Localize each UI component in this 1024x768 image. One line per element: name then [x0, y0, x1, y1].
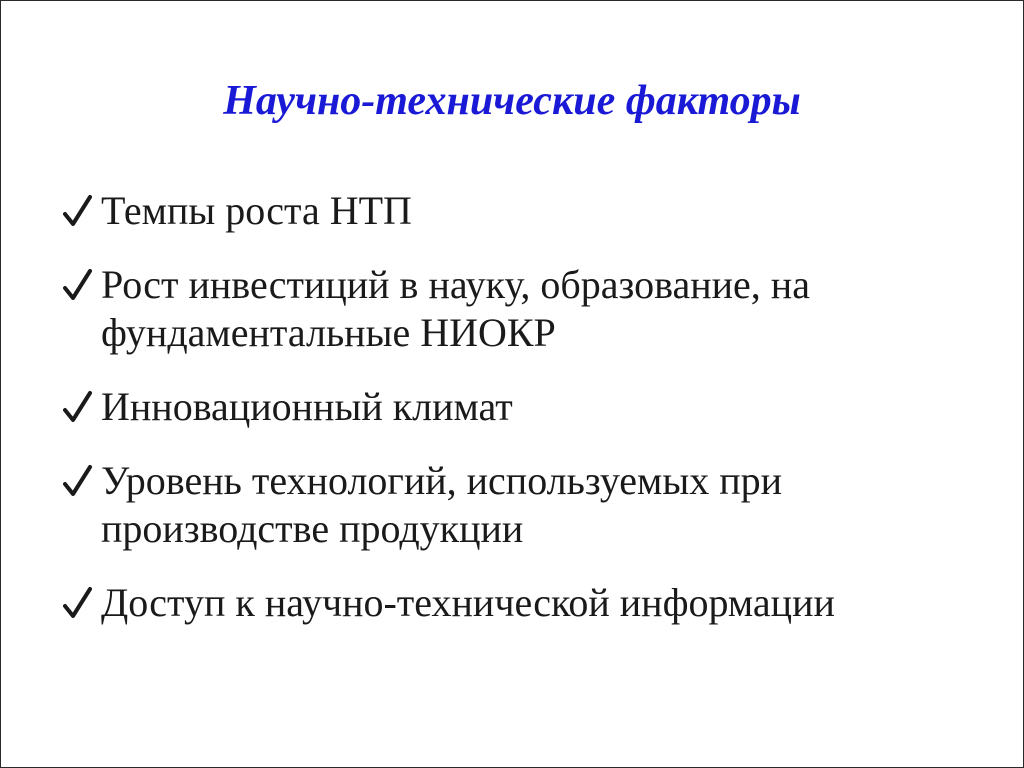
- checkmark-icon: [63, 579, 97, 627]
- checkmark-icon: [63, 261, 97, 309]
- checkmark-icon: [63, 457, 97, 505]
- bullet-text: Инновационный климат: [101, 384, 513, 429]
- list-item: [63, 261, 983, 357]
- checkmark-icon: [63, 383, 97, 431]
- list-item: [63, 457, 983, 553]
- checkmark-icon: [63, 187, 97, 235]
- bullet-text: Рост инвестиций в науку, образование, на фундаментальные НИОКР: [101, 262, 810, 355]
- list-item: [63, 187, 983, 235]
- slide-title: Научно-технические факторы: [223, 78, 801, 124]
- bullet-text: Уровень технологий, используемых при производстве продукции: [101, 458, 783, 551]
- bullet-text: Доступ к научно-технической информации: [101, 580, 835, 625]
- bullet-text: Темпы роста НТП: [101, 188, 412, 233]
- list-item: [63, 383, 983, 431]
- bullet-list: [63, 187, 983, 653]
- list-item: [63, 579, 983, 627]
